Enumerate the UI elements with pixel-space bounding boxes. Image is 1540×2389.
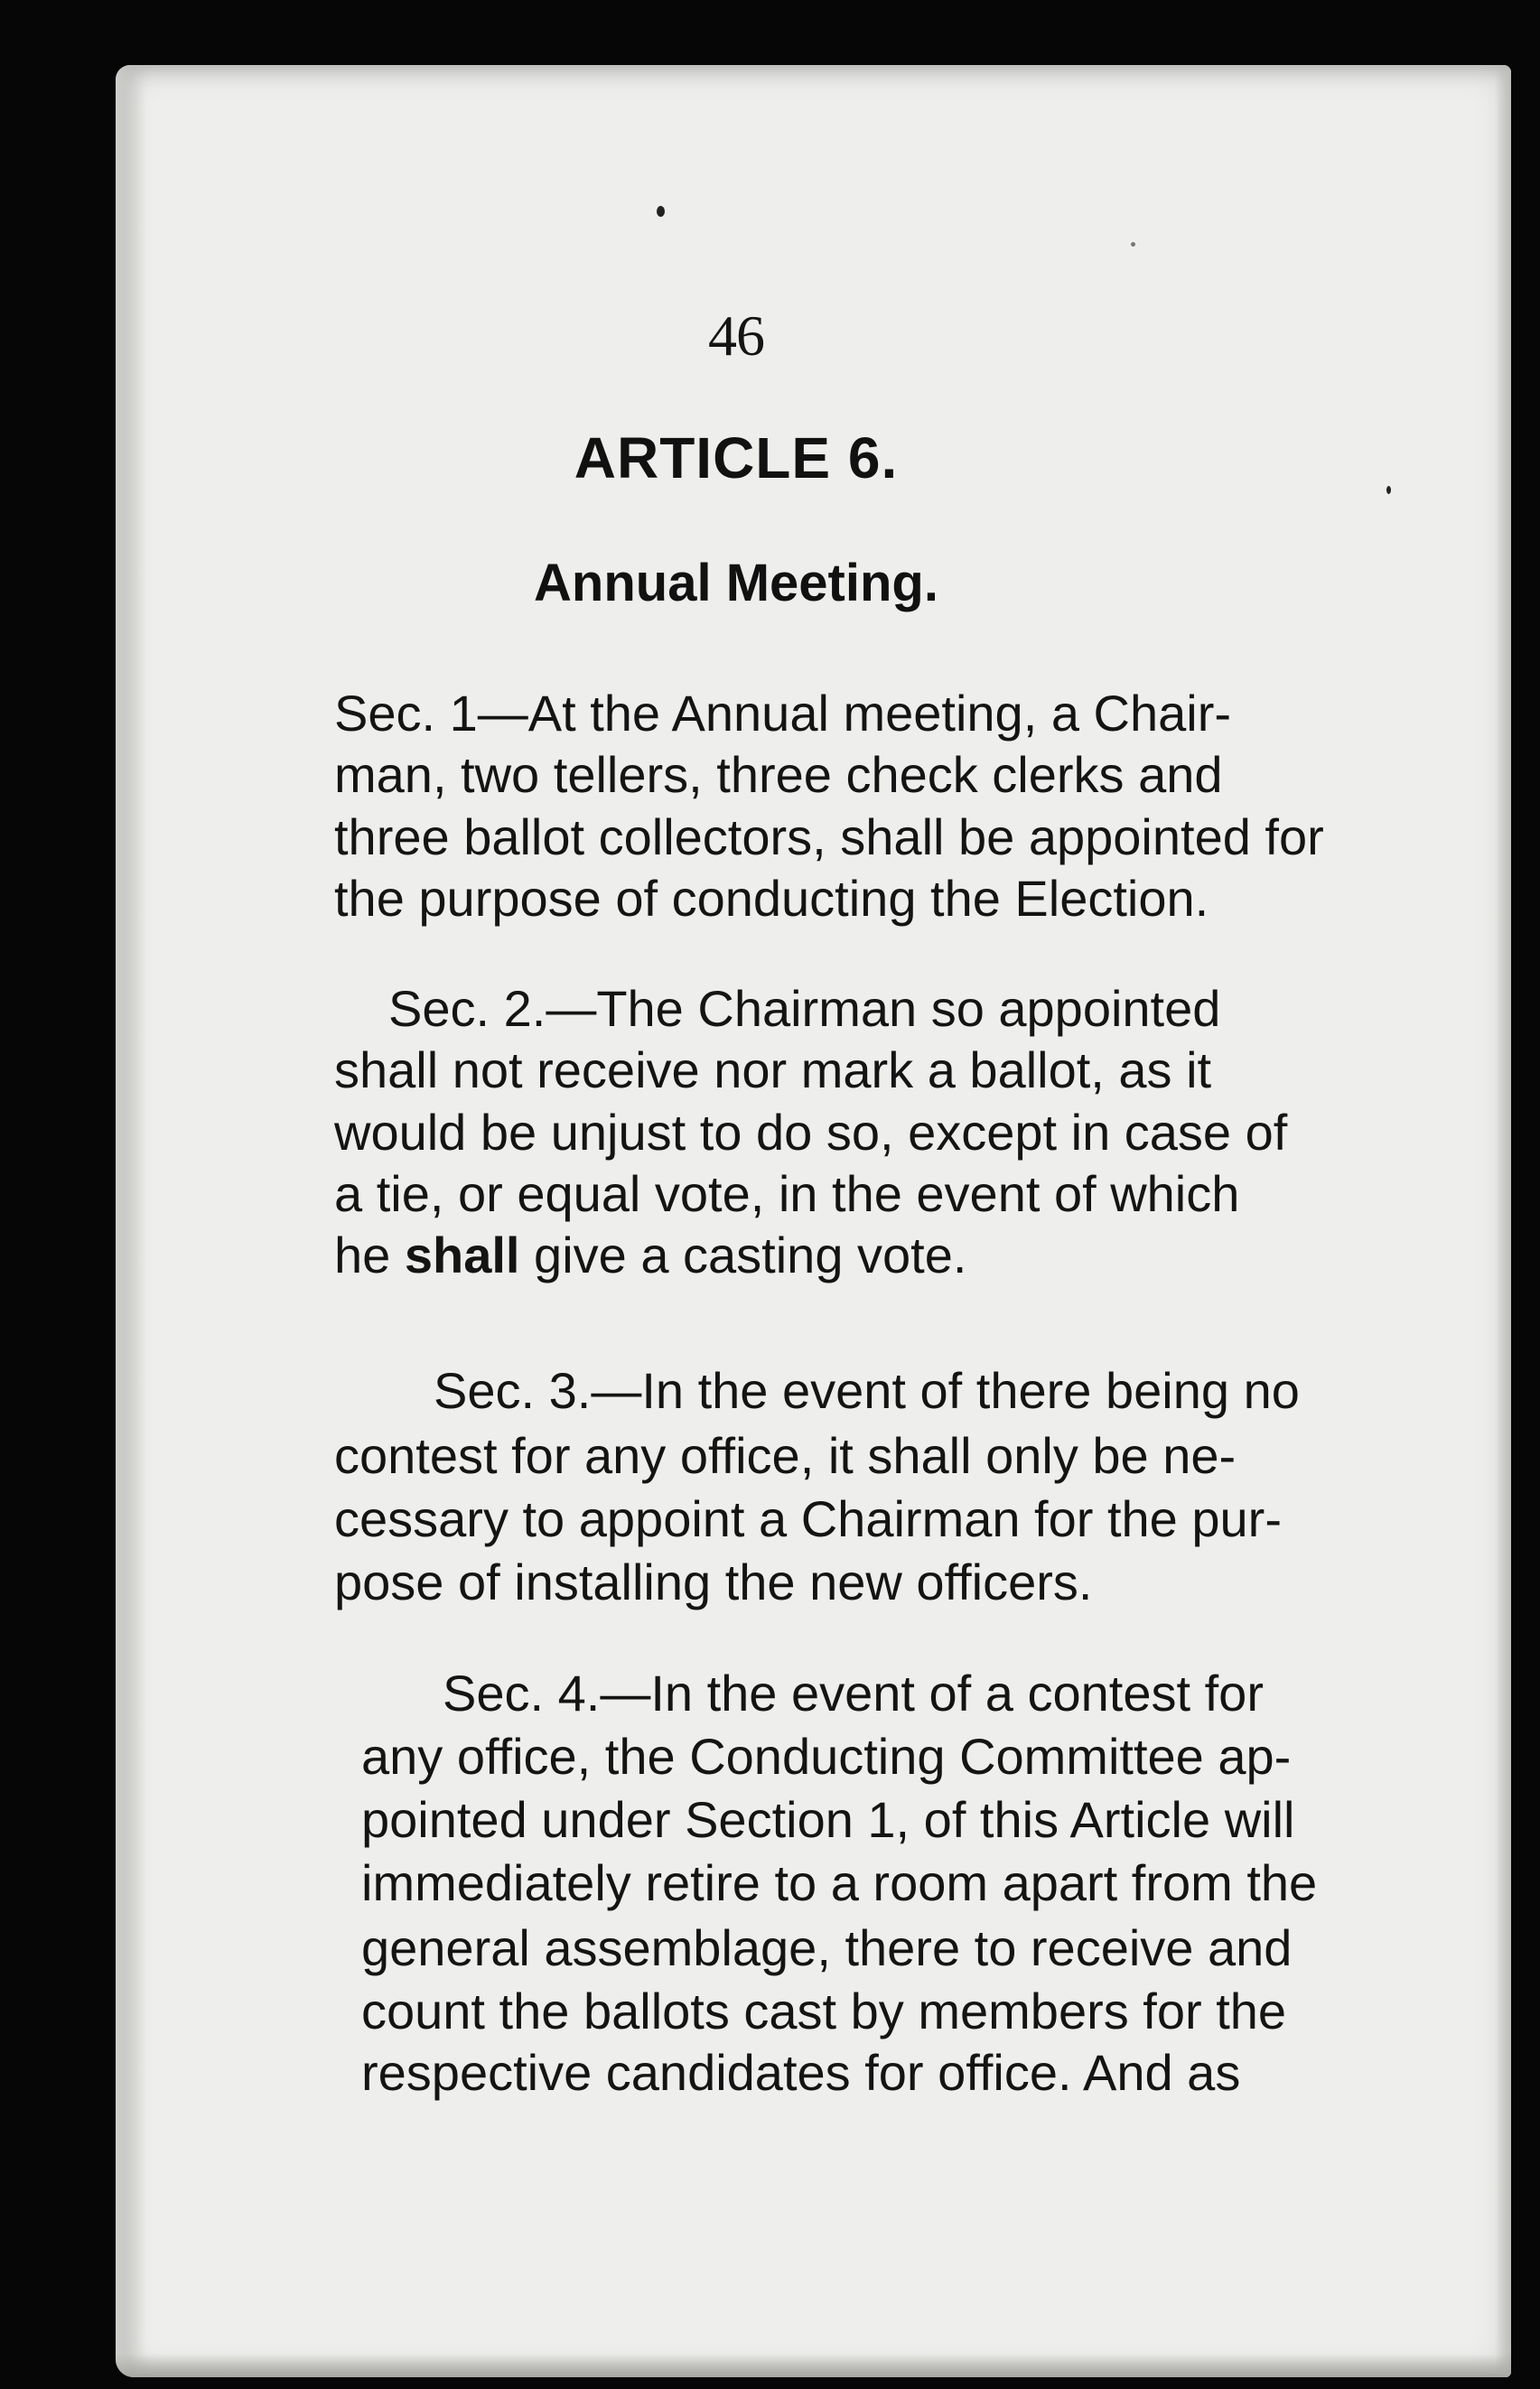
section-4-line-1: Sec. 4.—In the event of a contest for: [443, 1665, 1264, 1722]
section-4-line-5: general assemblage, there to receive and: [361, 1919, 1293, 1976]
section-3-line-1: Sec. 3.—In the event of there being no: [434, 1362, 1300, 1419]
article-title: ARTICLE 6.: [574, 425, 899, 490]
section-2-line-3: would be unjust to do so, except in case of: [334, 1104, 1288, 1161]
section-heading: Annual Meeting.: [534, 554, 938, 612]
page-edge-shadow-left: [116, 65, 146, 2377]
ink-speck: [657, 206, 665, 217]
section-1-line-1: Sec. 1—At the Annual meeting, a Chair-: [334, 685, 1231, 742]
section-1-line-4: the purpose of conducting the Election.: [334, 870, 1209, 927]
page-edge-shadow-right: [1495, 65, 1511, 2377]
section-2-line-5-part-1: he: [334, 1227, 405, 1283]
section-2-line-2: shall not receive nor mark a ballot, as it: [334, 1041, 1212, 1098]
section-4-line-2: any office, the Conducting Committee ap-: [361, 1728, 1292, 1785]
section-4-line-7: respective candidates for office. And as: [361, 2044, 1241, 2101]
section-2-emphasis-shall: shall: [404, 1227, 520, 1283]
section-4-line-4: immediately retire to a room apart from the: [361, 1854, 1318, 1911]
page-number: 46: [708, 303, 764, 368]
section-2-line-4: a tie, or equal vote, in the event of which: [334, 1165, 1240, 1222]
ink-speck: [1131, 242, 1135, 247]
section-2-line-5-part-3: give a casting vote.: [519, 1227, 967, 1283]
section-3-line-3: cessary to appoint a Chairman for the pur-: [334, 1490, 1282, 1547]
section-1-line-2: man, two tellers, three check clerks and: [334, 746, 1223, 803]
section-2-line-1: Sec. 2.—The Chairman so appointed: [388, 980, 1221, 1037]
page-edge-shadow-bottom: [116, 2354, 1511, 2377]
section-1-line-3: three ballot collectors, shall be appointed for: [334, 808, 1324, 865]
section-4-line-3: pointed under Section 1, of this Article will: [361, 1791, 1295, 1848]
section-4-line-6: count the ballots cast by members for the: [361, 1983, 1287, 2039]
section-2-line-5: [334, 1224, 966, 1287]
section-3-line-4: pose of installing the new officers.: [334, 1554, 1093, 1610]
section-3-line-2: contest for any office, it shall only be ne-: [334, 1427, 1237, 1484]
